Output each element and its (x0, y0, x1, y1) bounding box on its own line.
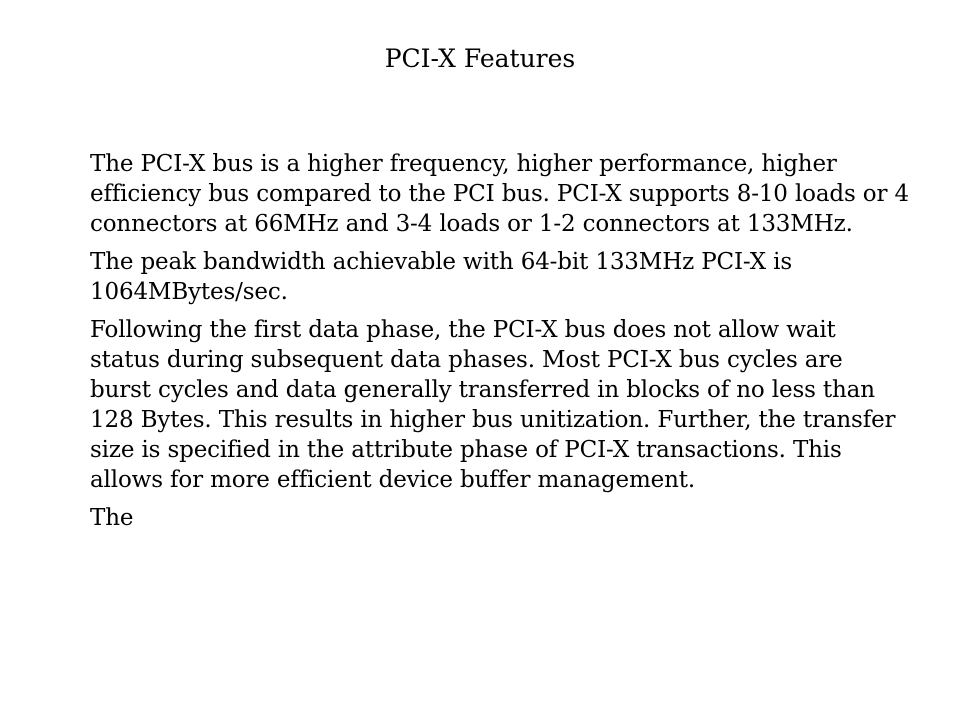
paragraph-peak-bandwidth: The peak bandwidth achievable with 64-bit 133MHz PCI-X is 1064MBytes/sec. (90, 249, 792, 305)
paragraph-pcix-overview: The PCI-X bus is a higher frequency, higher performance, higher efficiency bus compared to the PCI bus. PCI-X supports 8-10 loads or 4 connectors at 66MHz and 3-4 loads or 1-2 connectors at 133MHz. (90, 151, 909, 237)
slide-title: PCI-X Features (384, 44, 576, 73)
slide-body (90, 149, 910, 541)
paragraph-truncated: The (90, 505, 134, 531)
paragraph-data-phase: Following the first data phase, the PCI-X bus does not allow wait status during subsequent data phases. Most PCI-X bus cycles are burst cycles and data generally transferred in blocks of no less than 128 Bytes. This results in higher bus unitization. Further, the transfer size is specified in the attribute phase of PCI-X transactions. This allows for more efficient device buffer management. (90, 317, 896, 493)
